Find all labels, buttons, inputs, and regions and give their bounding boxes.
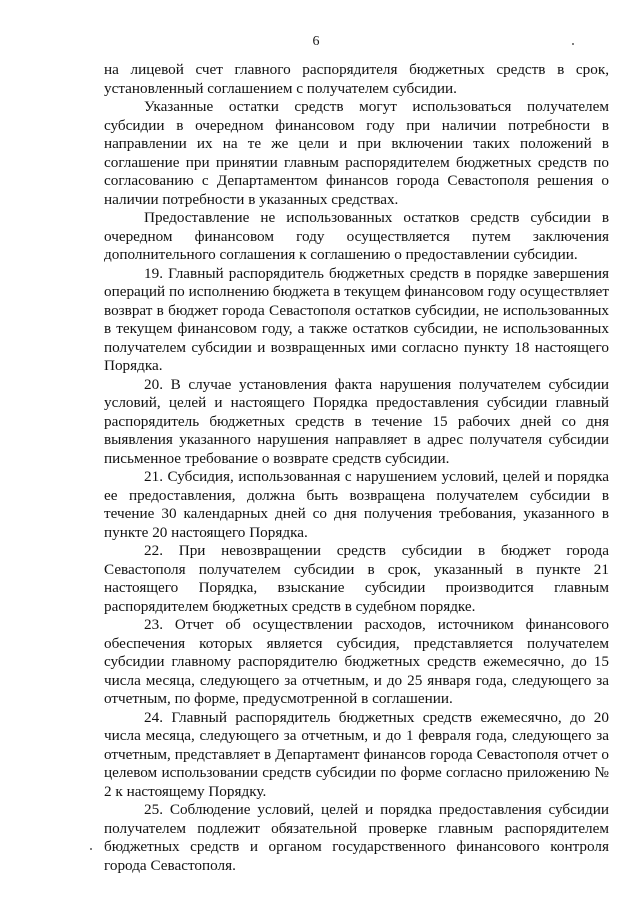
clause-24: 24. Главный распорядитель бюджетных средств ежемесячно, до 20 числа месяца, следующего за отчетным, и до 1 февраля года, следующего за отчетным, представляет в Департамент финансов города Севастополя отчет о целевом использовании средств субсидии по форме согласно приложению № 2 к настоящему Порядку. [104,708,609,800]
paragraph-remaining-funds: Указанные остатки средств могут использоваться получателем субсидии в очередном финансовом году при наличии потребности в направлении их на те же цели и при включении таких положений в соглашение при принятии главным распорядителем бюджетных средств по согласованию с Департаментом финансов города Севастополя решения о наличии потребности в указанных средствах. [104,98,609,208]
clause-19: 19. Главный распорядитель бюджетных средств в порядке завершения операций по исполнению бюджета в текущем финансовом году осуществляет возврат в бюджет города Севастополя остатков субсидии, не использованных в текущем финансовом году, а также остатков субсидии, не использованных получателем субсидии и возвращенных ими согласно пункту 18 настоящего Порядка. [104,264,609,374]
scan-artifact-dot [572,43,574,45]
document-body [104,61,609,875]
page-number: 6 [312,34,320,49]
clause-21: 21. Субсидия, использованная с нарушением условий, целей и порядка ее предоставления, должна быть возвращена получателем субсидии в течение 30 календарных дней со дня получения требования, указанного в пункте 20 настоящего Порядка. [104,468,609,541]
paragraph-unused-balances: Предоставление не использованных остатков средств субсидии в очередном финансовом году осуществляется путем заключения дополнительного соглашения к соглашению о предоставлении субсидии. [104,209,609,263]
paragraph-continuation: на лицевой счет главного распорядителя бюджетных средств в срок, установленный соглашением с получателем субсидии. [104,61,609,97]
scan-artifact-dot [90,848,92,850]
clause-22: 22. При невозвращении средств субсидии в бюджет города Севастополя получателем субсидии в срок, указанный в пункте 21 настоящего Порядка, взыскание субсидии производится главным распорядителем бюджетных средств в судебном порядке. [104,542,609,615]
clause-20: 20. В случае установления факта нарушения получателем субсидии условий, целей и настоящего Порядка предоставления субсидии главный распорядитель бюджетных средств в течение 15 рабочих дней со дня выявления указанного нарушения направляет в адрес получателя субсидии письменное требование о возврате средств субсидии. [104,375,609,467]
clause-25: 25. Соблюдение условий, целей и порядка предоставления субсидии получателем подлежит обязательной проверке главным распорядителем бюджетных средств и органом государственного финансового контроля города Севастополя. [104,801,609,874]
clause-23: 23. Отчет об осуществлении расходов, источником финансового обеспечения которых является субсидия, представляется получателем субсидии главному распорядителю бюджетных средств ежемесячно, до 15 числа месяца, следующего за отчетным, и до 25 января года, следующего за отчетным, по форме, предусмотренной в соглашении. [104,616,609,707]
